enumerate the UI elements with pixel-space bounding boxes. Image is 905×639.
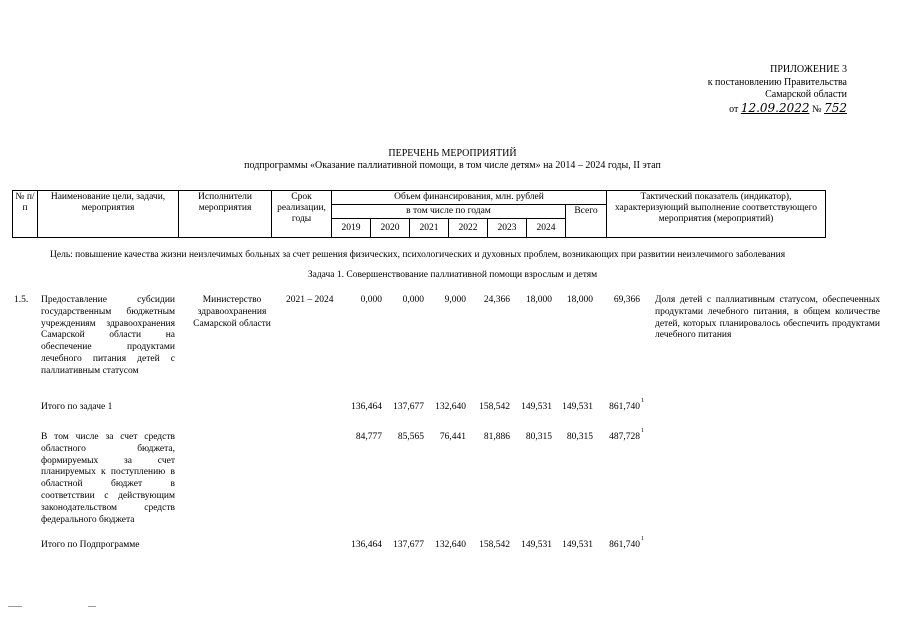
header-by-year: в том числе по годам [332,205,566,219]
task-title: Задача 1. Совершенствование паллиативной помощи взрослым и детям [307,270,598,280]
row-total: 69,366 [613,295,640,305]
row-value: 0,000 [402,295,424,305]
header-indicator: Тактический показатель (индикатор), характеризующий выполнение соответствующего мероприятия (мероприятий) [607,191,826,238]
row-value: 149,531 [521,402,552,412]
row-value: 132,640 [435,402,466,412]
row-value: 149,531 [562,540,593,550]
annex-from-label: от [729,103,739,115]
row-term: 2021 – 2024 [286,295,334,305]
annex-line-3: Самарской области [765,89,847,100]
page-title: ПЕРЕЧЕНЬ МЕРОПРИЯТИЙ [388,148,517,159]
header-year: 2022 [449,219,488,238]
header-name: Наименование цели, задачи, мероприятия [38,191,179,238]
row-name: В том числе за счет средств областного бюджета, формируемых за счет планируемых к поступлению в областной бюджет в соответствии с действующим законодательством средств федерального бюджета [41,432,175,525]
annex-title: ПРИЛОЖЕНИЕ 3 [770,64,847,75]
scan-artifact [88,606,96,607]
row-value: 136,464 [351,540,382,550]
header-total: Всего [566,205,607,238]
row-name: Предоставление субсидии государственным бюджетным учреждениям здравоохранения Самарской области на обеспечение продуктами лечебного питания детей с паллиативным статусом [41,295,175,376]
row-value: 84,777 [355,432,382,442]
row-name: Итого по Подпрограмме [41,540,140,550]
row-value: 76,441 [439,432,466,442]
row-value: 81,886 [483,432,510,442]
row-name: Итого по задаче 1 [41,402,113,412]
row-value: 137,677 [393,402,424,412]
row-value: 24,366 [483,295,510,305]
footnote-mark: 1 [641,536,644,542]
header-year: 2024 [527,219,566,238]
row-total: 487,728 [609,432,640,442]
header-year: 2020 [371,219,410,238]
footnote-mark: 1 [641,428,644,434]
row-value: 80,315 [566,432,593,442]
row-total: 861,740 [609,402,640,412]
goal-text: Цель: повышение качества жизни неизлечимых больных за счет решения физических, психологических и духовных проблем, возникающих при развитии неизлечимого заболевания [50,250,786,260]
page-subtitle: подпрограммы «Оказание паллиативной помощи, в том числе детям» на 2014 – 2024 годы, II этап [244,160,661,171]
header-funding: Объем финансирования, млн. рублей [332,191,607,205]
annex-date: 12.09.2022 [740,100,810,115]
scan-artifact [8,606,22,607]
header-term: Срок реализации, годы [272,191,332,238]
footnote-mark: 1 [641,398,644,404]
row-value: 0,000 [360,295,382,305]
row-value: 149,531 [521,540,552,550]
annex-number-label: № [812,103,822,115]
row-num: 1.5. [14,295,29,305]
annex-date-line [687,102,847,117]
row-exec: Министерство здравоохранения Самарской области [193,295,271,329]
row-value: 137,677 [393,540,424,550]
row-value: 18,000 [566,295,593,305]
row-indicator: Доля детей с паллиативным статусом, обеспеченных продуктами лечебного питания, в общем количестве детей, которых планировалось обеспечить продуктами лечебного питания [655,295,880,341]
annex-block [687,64,847,116]
row-value: 158,542 [479,402,510,412]
row-value: 149,531 [562,402,593,412]
row-value: 18,000 [525,295,552,305]
row-value: 158,542 [479,540,510,550]
header-year: 2023 [488,219,527,238]
header-year: 2021 [410,219,449,238]
row-value: 80,315 [525,432,552,442]
row-value: 136,464 [351,402,382,412]
header-year: 2019 [332,219,371,238]
header-table [12,190,826,238]
header-num: № п/п [13,191,38,238]
row-value: 9,000 [444,295,466,305]
row-value: 132,640 [435,540,466,550]
row-total: 861,740 [609,540,640,550]
annex-line-2: к постановлению Правительства [707,76,847,88]
row-value: 85,565 [397,432,424,442]
header-exec: Исполнители мероприятия [179,191,272,238]
annex-number: 752 [824,100,847,115]
